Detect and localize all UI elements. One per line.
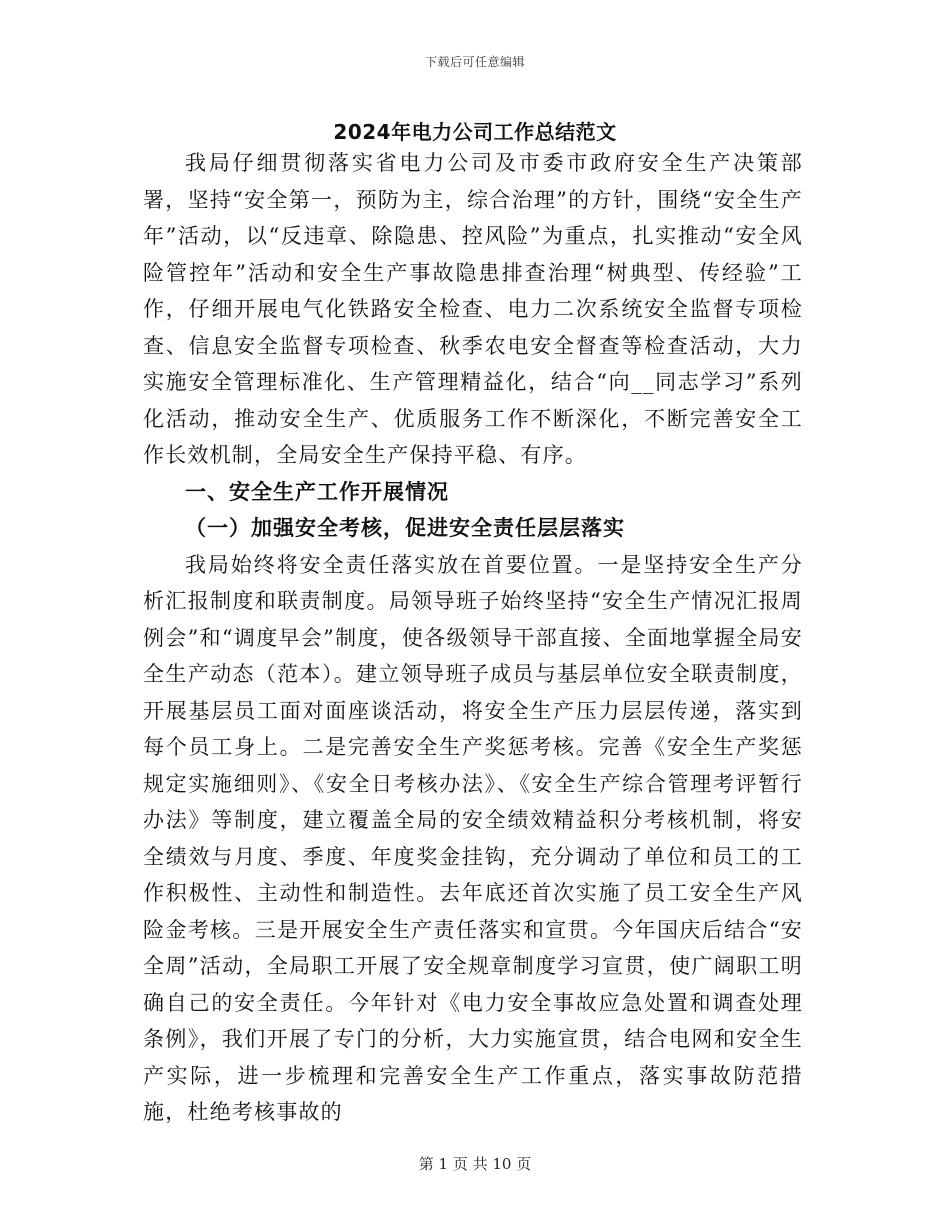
page-header-note: 下载后可任意编辑 [424,55,525,69]
document-body [143,145,803,1131]
page-number: 第 1 页 共 10 页 [418,1155,532,1173]
document-title: 2024年电力公司工作总结范文 [333,120,617,144]
intro-paragraph: 我局仔细贯彻落实省电力公司及市委市政府安全生产决策部署，坚持“安全第一，预防为主，综合治理”的方针，围绕“安全生产年”活动，以“反违章、除隐患、控风险”为重点，扎实推动“安全风险管控年”活动和安全生产事故隐患排查治理“树典型、传经验”工作，仔细开展电气化铁路安全检查、电力二次系统安全监督专项检查、信息安全监督专项检查、秋季农电安全督查等检查活动，大力实施安全管理标准化、生产管理精益化，结合“向__同志学习”系列化活动，推动安全生产、优质服务工作不断深化，不断完善安全工作长效机制，全局安全生产保持平稳、有序。 [143,151,803,467]
body-paragraph: 我局始终将安全责任落实放在首要位置。一是坚持安全生产分析汇报制度和联责制度。局领导班子始终坚持“安全生产情况汇报周例会”和“调度早会”制度，使各级领导干部直接、全面地掌握全局安全生产动态（范本）。建立领导班子成员与基层单位安全联责制度，开展基层员工面对面座谈活动，将安全生产压力层层传递，落实到每个员工身上。二是完善安全生产奖惩考核。完善《安全生产奖惩规定实施细则》、《安全日考核办法》、《安全生产综合管理考评暂行办法》等制度，建立覆盖全局的安全绩效精益积分考核机制，将安全绩效与月度、季度、年度奖金挂钩，充分调动了单位和员工的工作积极性、主动性和制造性。去年底还首次实施了员工安全生产风险金考核。三是开展安全生产责任落实和宣贯。今年国庆后结合“安全周”活动，全局职工开展了安全规章制度学习宣贯，使广阔职工明确自己的安全责任。今年针对《电力安全事故应急处置和调查处理条例》，我们开展了专门的分析，大力实施宣贯，结合电网和安全生产实际，进一步梳理和完善安全生产工作重点，落实事故防范措施，杜绝考核事故的 [143,552,803,1124]
subsection-heading: （一）加强安全考核，促进安全责任层层落实 [185,516,625,540]
section-heading: 一、安全生产工作开展情况 [185,479,449,504]
